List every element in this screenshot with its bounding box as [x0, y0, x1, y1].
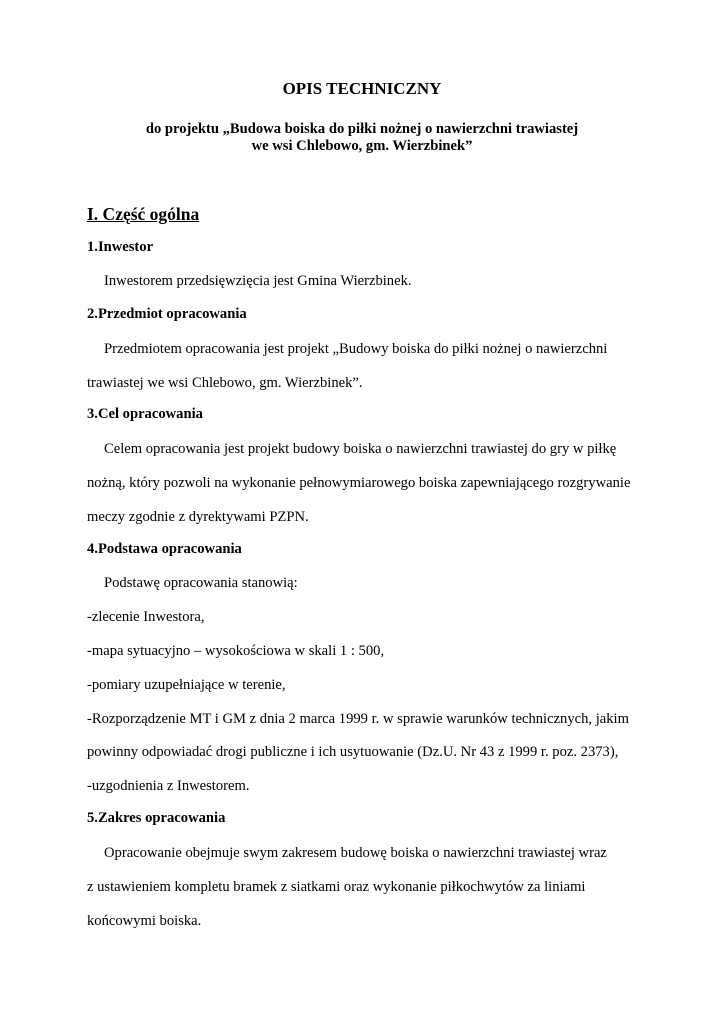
- document-subtitle-line-2: we wsi Chlebowo, gm. Wierzbinek”: [251, 138, 473, 154]
- heading-purpose: 3.Cel opracowania: [87, 406, 203, 422]
- heading-subject: 2.Przedmiot opracowania: [87, 306, 247, 322]
- paragraph-line: Celem opracowania jest projekt budowy boiska o nawierzchni trawiastej do gry w piłkę: [104, 441, 617, 457]
- paragraph-line: Inwestorem przedsięwzięcia jest Gmina Wierzbinek.: [104, 273, 412, 289]
- heading-investor: 1.Inwestor: [87, 239, 154, 255]
- paragraph-line: końcowymi boiska.: [87, 913, 202, 929]
- paragraph-line: Opracowanie obejmuje swym zakresem budowę boiska o nawierzchni trawiastej wraz: [104, 845, 607, 861]
- list-item: powinny odpowiadać drogi publiczne i ich usytuowanie (Dz.U. Nr 43 z 1999 r. poz. 2373),: [87, 744, 619, 760]
- list-item: -Rozporządzenie MT i GM z dnia 2 marca 1999 r. w sprawie warunków technicznych, jakim: [87, 711, 629, 727]
- heading-basis: 4.Podstawa opracowania: [87, 541, 242, 557]
- section-title: I. Część ogólna: [87, 204, 200, 224]
- document-title: OPIS TECHNICZNY: [282, 79, 442, 98]
- list-item: -zlecenie Inwestora,: [87, 609, 205, 625]
- list-item: -mapa sytuacyjno – wysokościowa w skali 1 : 500,: [87, 643, 385, 659]
- paragraph-line: nożną, który pozwoli na wykonanie pełnowymiarowego boiska zapewniającego rozgrywanie: [87, 475, 631, 491]
- paragraph-line: Przedmiotem opracowania jest projekt „Budowy boiska do piłki nożnej o nawierzchni: [104, 341, 608, 357]
- paragraph-line: trawiastej we wsi Chlebowo, gm. Wierzbinek”.: [87, 375, 363, 391]
- heading-scope: 5.Zakres opracowania: [87, 810, 226, 826]
- paragraph-line: meczy zgodnie z dyrektywami PZPN.: [87, 509, 309, 525]
- paragraph-line: z ustawieniem kompletu bramek z siatkami oraz wykonanie piłkochwytów za liniami: [87, 879, 586, 895]
- list-item: -pomiary uzupełniające w terenie,: [87, 677, 286, 693]
- list-item: -uzgodnienia z Inwestorem.: [87, 778, 250, 794]
- paragraph-line: Podstawę opracowania stanowią:: [104, 575, 298, 591]
- document-subtitle-line-1: do projektu „Budowa boiska do piłki nożnej o nawierzchni trawiastej: [145, 121, 579, 137]
